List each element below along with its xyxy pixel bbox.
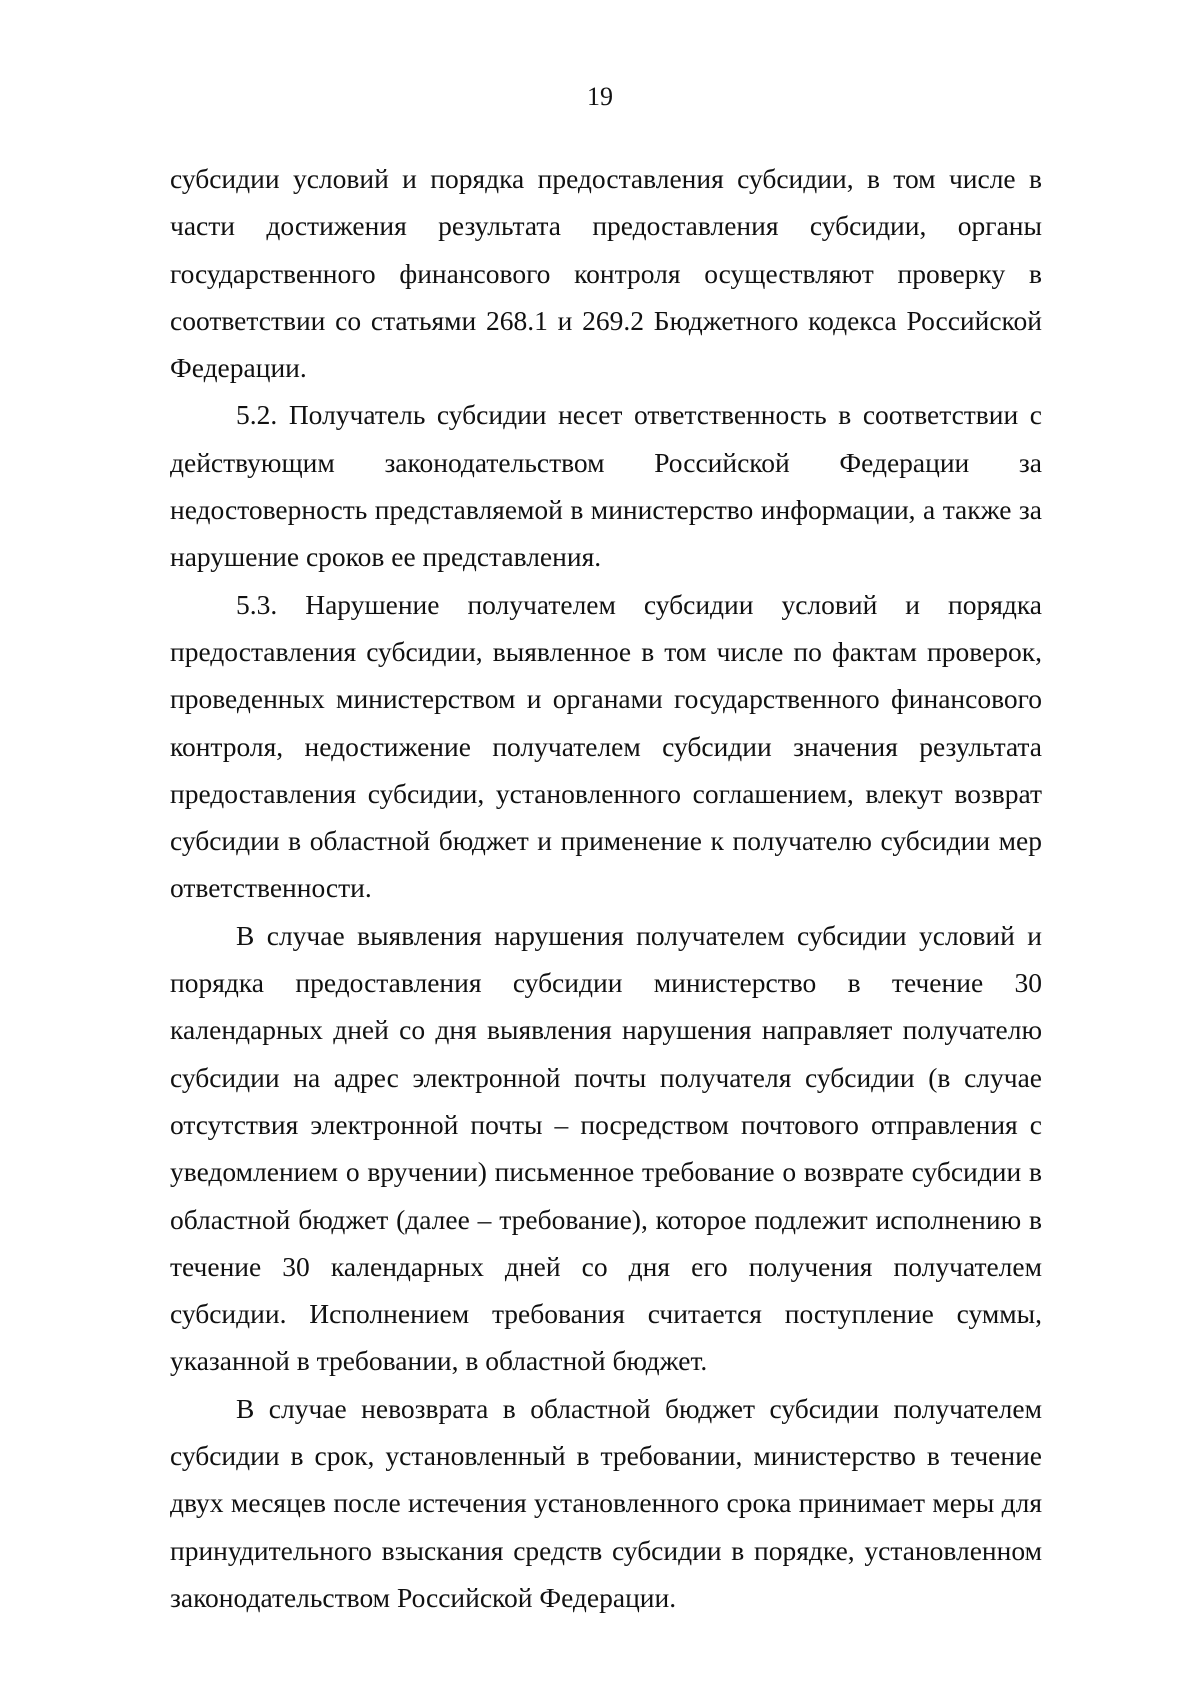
paragraph-continuation: субсидии условий и порядка предоставления субсидии, в том числе в части достижения результата предоставления субсидии, органы государственного финансового контроля осуществляют проверку в соответствии со статьями 268.1 и 269.2 Бюджетного кодекса Российской Федерации. xyxy=(170,163,1042,384)
page-number: 19 xyxy=(587,82,613,111)
paragraph-5-3: 5.3. Нарушение получателем субсидии условий и порядка предоставления субсидии, выявленное в том числе по фактам проверок, проведенных министерством и органами государственного финансового контроля, недостижение получателем субсидии значения результата предоставления субсидии, установленного соглашением, влекут возврат субсидии в областной бюджет и применение к получателю субсидии мер ответственности. xyxy=(170,588,1042,904)
paragraph-non-return: В случае невозврата в областной бюджет субсидии получателем субсидии в срок, установленный в требовании, министерство в течение двух месяцев после истечения установленного срока принимает меры для принудительного взыскания средств субсидии в порядке, установленном законодательством Российской Федерации. xyxy=(170,1392,1042,1613)
paragraph-5-2: 5.2. Получатель субсидии несет ответственность в соответствии с действующим законодательством Российской Федерации за недостоверность представляемой в министерство информации, а также за нарушение сроков ее представления. xyxy=(170,399,1042,573)
paragraph-violation-requirement: В случае выявления нарушения получателем субсидии условий и порядка предоставления субсидии министерство в течение 30 календарных дней со дня выявления нарушения направляет получателю субсидии на адрес электронной почты получателя субсидии (в случае отсутствия электронной почты – посредством почтового отправления с уведомлением о вручении) письменное требование о возврате субсидии в областной бюджет (далее – требование), которое подлежит исполнению в течение 30 календарных дней со дня его получения получателем субсидии. Исполнением требования считается поступление суммы, указанной в требовании, в областной бюджет. xyxy=(170,919,1042,1377)
document-body xyxy=(170,155,1042,1621)
